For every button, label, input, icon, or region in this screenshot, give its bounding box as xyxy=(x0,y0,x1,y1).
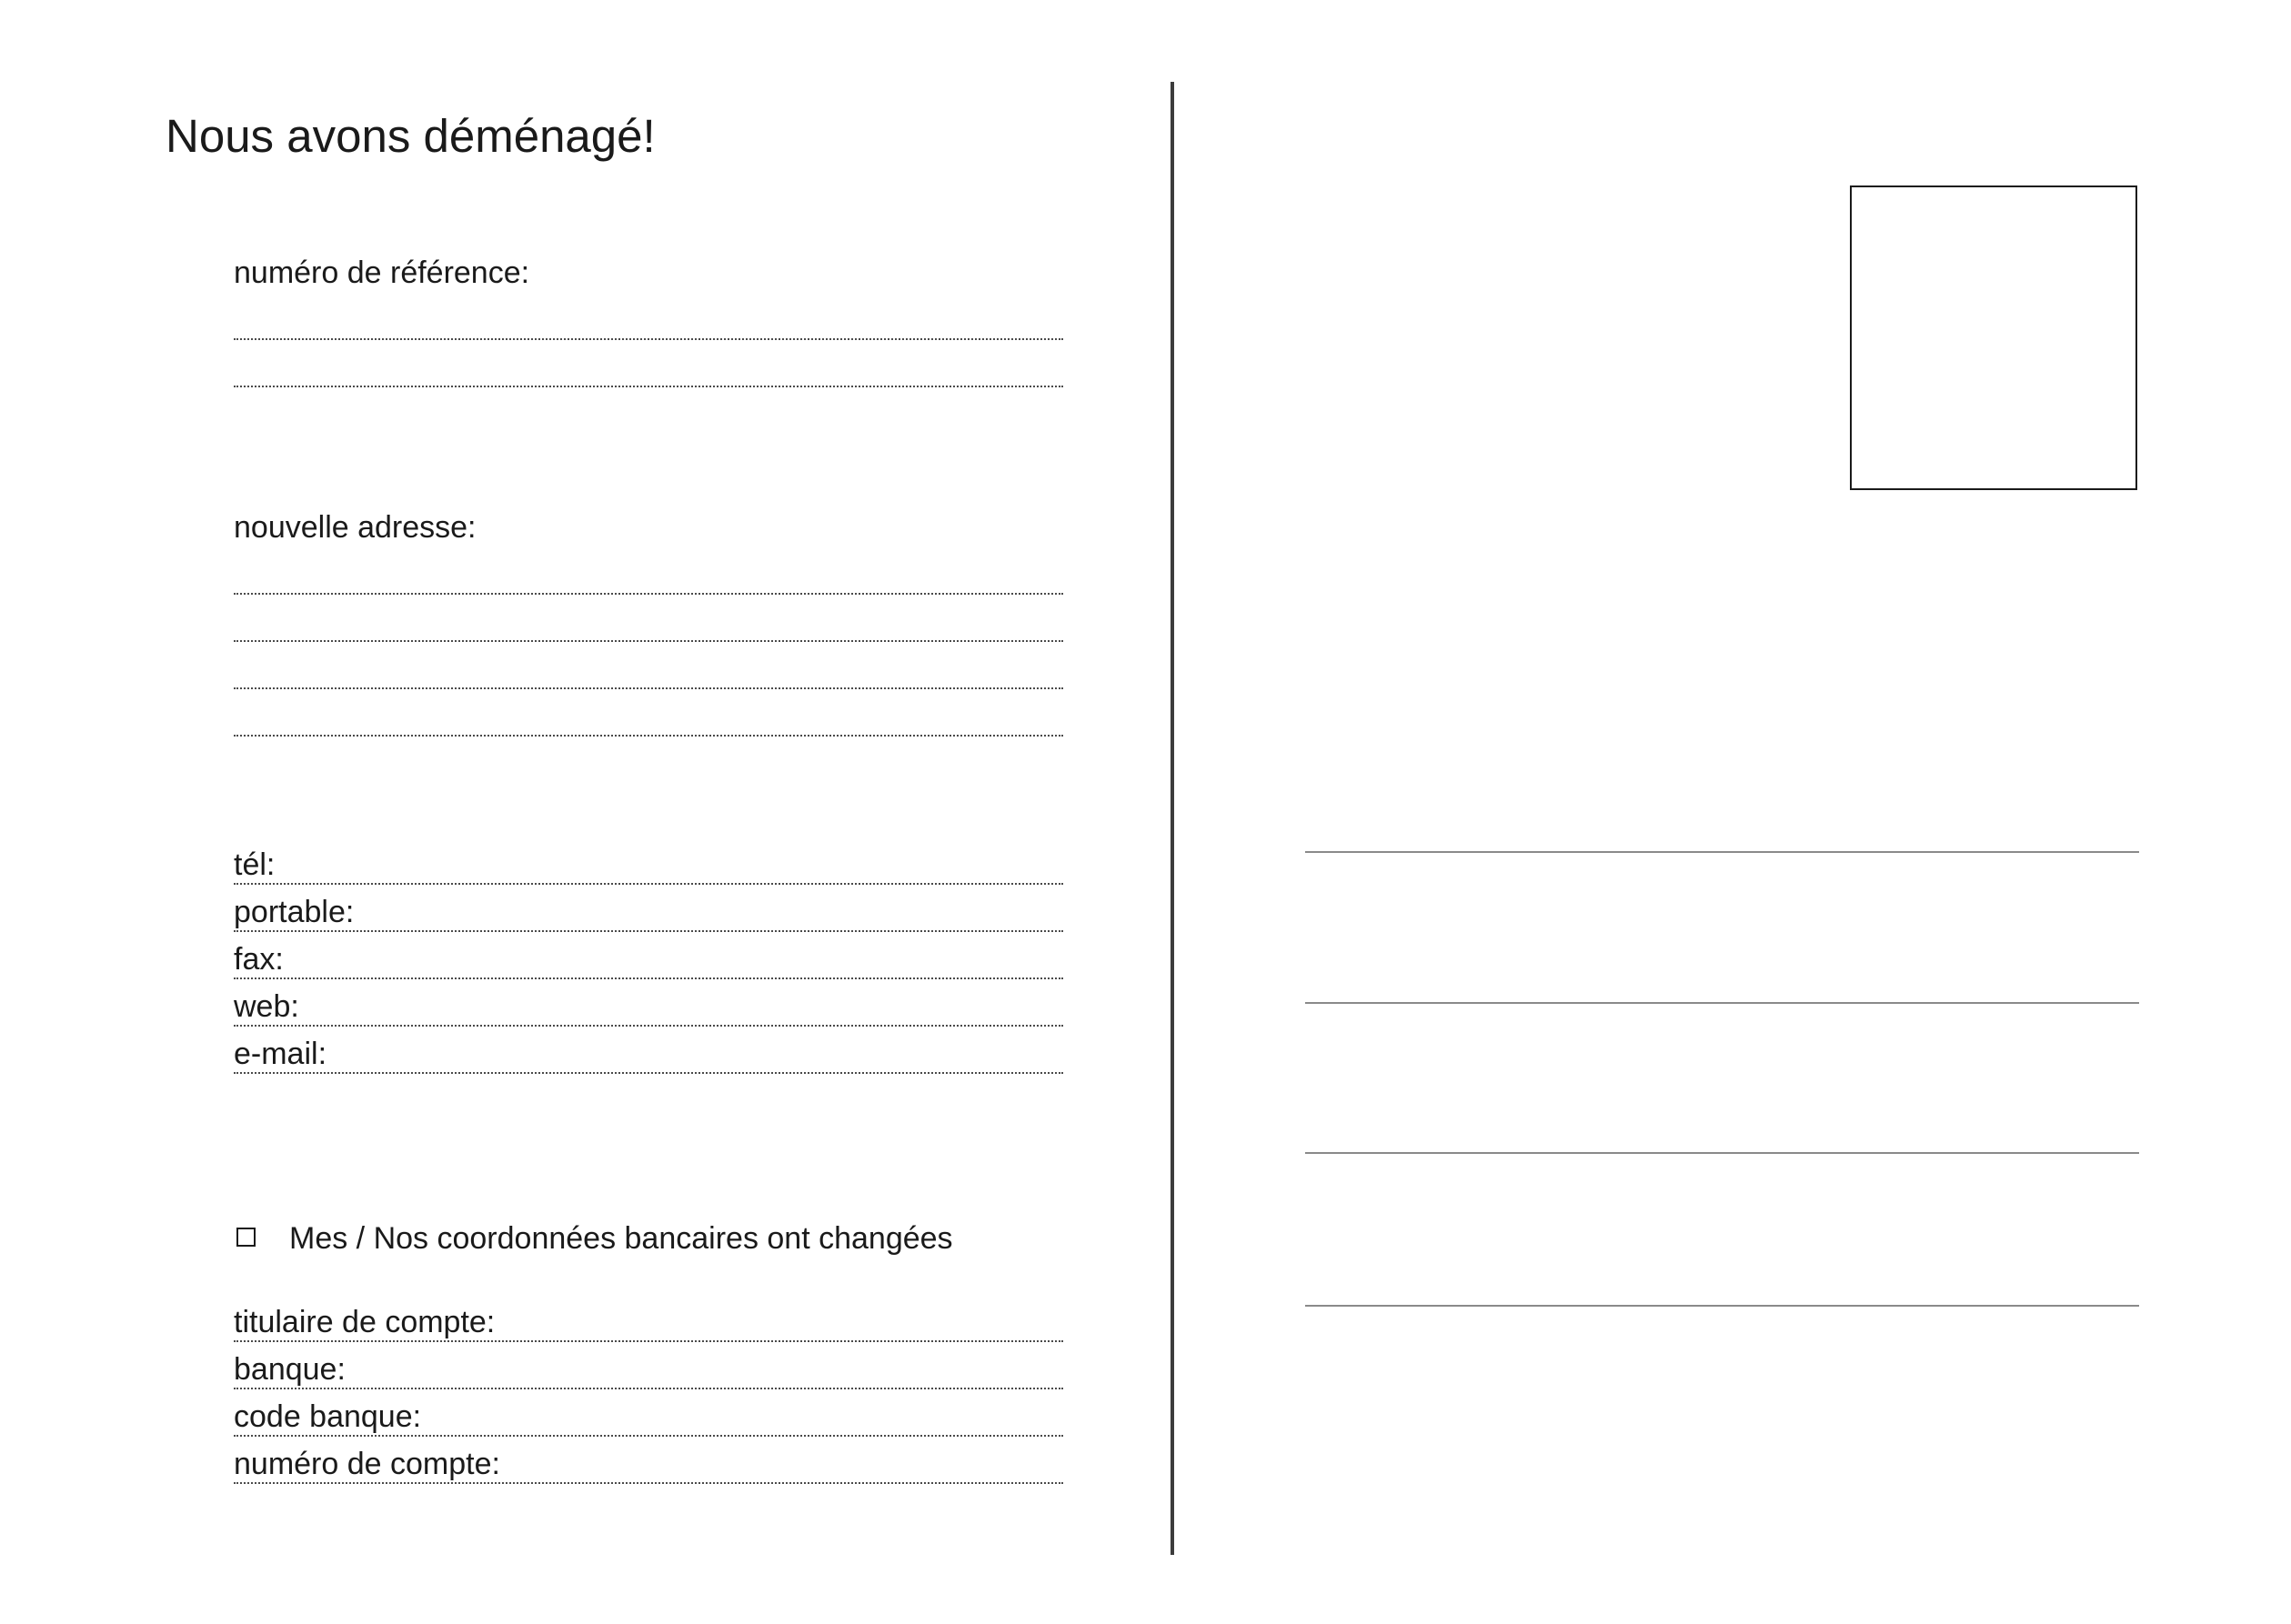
page-title: Nous avons déménagé! xyxy=(166,110,656,162)
fax-field[interactable] xyxy=(234,977,1063,979)
new-address-line-3[interactable] xyxy=(234,687,1063,689)
bank-change-label: Mes / Nos coordonnées bancaires ont changées xyxy=(289,1221,953,1256)
fax-label: fax: xyxy=(234,942,284,977)
bank-name-field[interactable] xyxy=(234,1388,1063,1389)
new-address-line-2[interactable] xyxy=(234,640,1063,642)
mobile-field[interactable] xyxy=(234,930,1063,932)
bank-name-label: banque: xyxy=(234,1352,346,1387)
postcard-divider xyxy=(1171,82,1174,1555)
reference-number-label: numéro de référence: xyxy=(234,256,530,290)
reference-number-line-1[interactable] xyxy=(234,338,1063,340)
tel-field[interactable] xyxy=(234,883,1063,885)
bank-change-checkbox[interactable] xyxy=(236,1228,256,1247)
account-number-field[interactable] xyxy=(234,1482,1063,1484)
mobile-label: portable: xyxy=(234,895,355,929)
recipient-address-line-2[interactable] xyxy=(1305,1002,2139,1004)
new-address-label: nouvelle adresse: xyxy=(234,510,477,545)
account-holder-label: titulaire de compte: xyxy=(234,1305,496,1339)
bank-code-field[interactable] xyxy=(234,1435,1063,1437)
new-address-line-1[interactable] xyxy=(234,593,1063,595)
recipient-address-line-4[interactable] xyxy=(1305,1305,2139,1307)
web-label: web: xyxy=(234,989,299,1024)
reference-number-line-2[interactable] xyxy=(234,386,1063,387)
email-field[interactable] xyxy=(234,1072,1063,1074)
web-field[interactable] xyxy=(234,1025,1063,1027)
account-number-label: numéro de compte: xyxy=(234,1447,500,1481)
new-address-line-4[interactable] xyxy=(234,735,1063,737)
email-label: e-mail: xyxy=(234,1037,327,1071)
recipient-address-line-1[interactable] xyxy=(1305,851,2139,853)
recipient-address-line-3[interactable] xyxy=(1305,1152,2139,1154)
tel-label: tél: xyxy=(234,847,276,882)
bank-code-label: code banque: xyxy=(234,1399,422,1434)
account-holder-field[interactable] xyxy=(234,1340,1063,1342)
stamp-box xyxy=(1850,185,2137,490)
